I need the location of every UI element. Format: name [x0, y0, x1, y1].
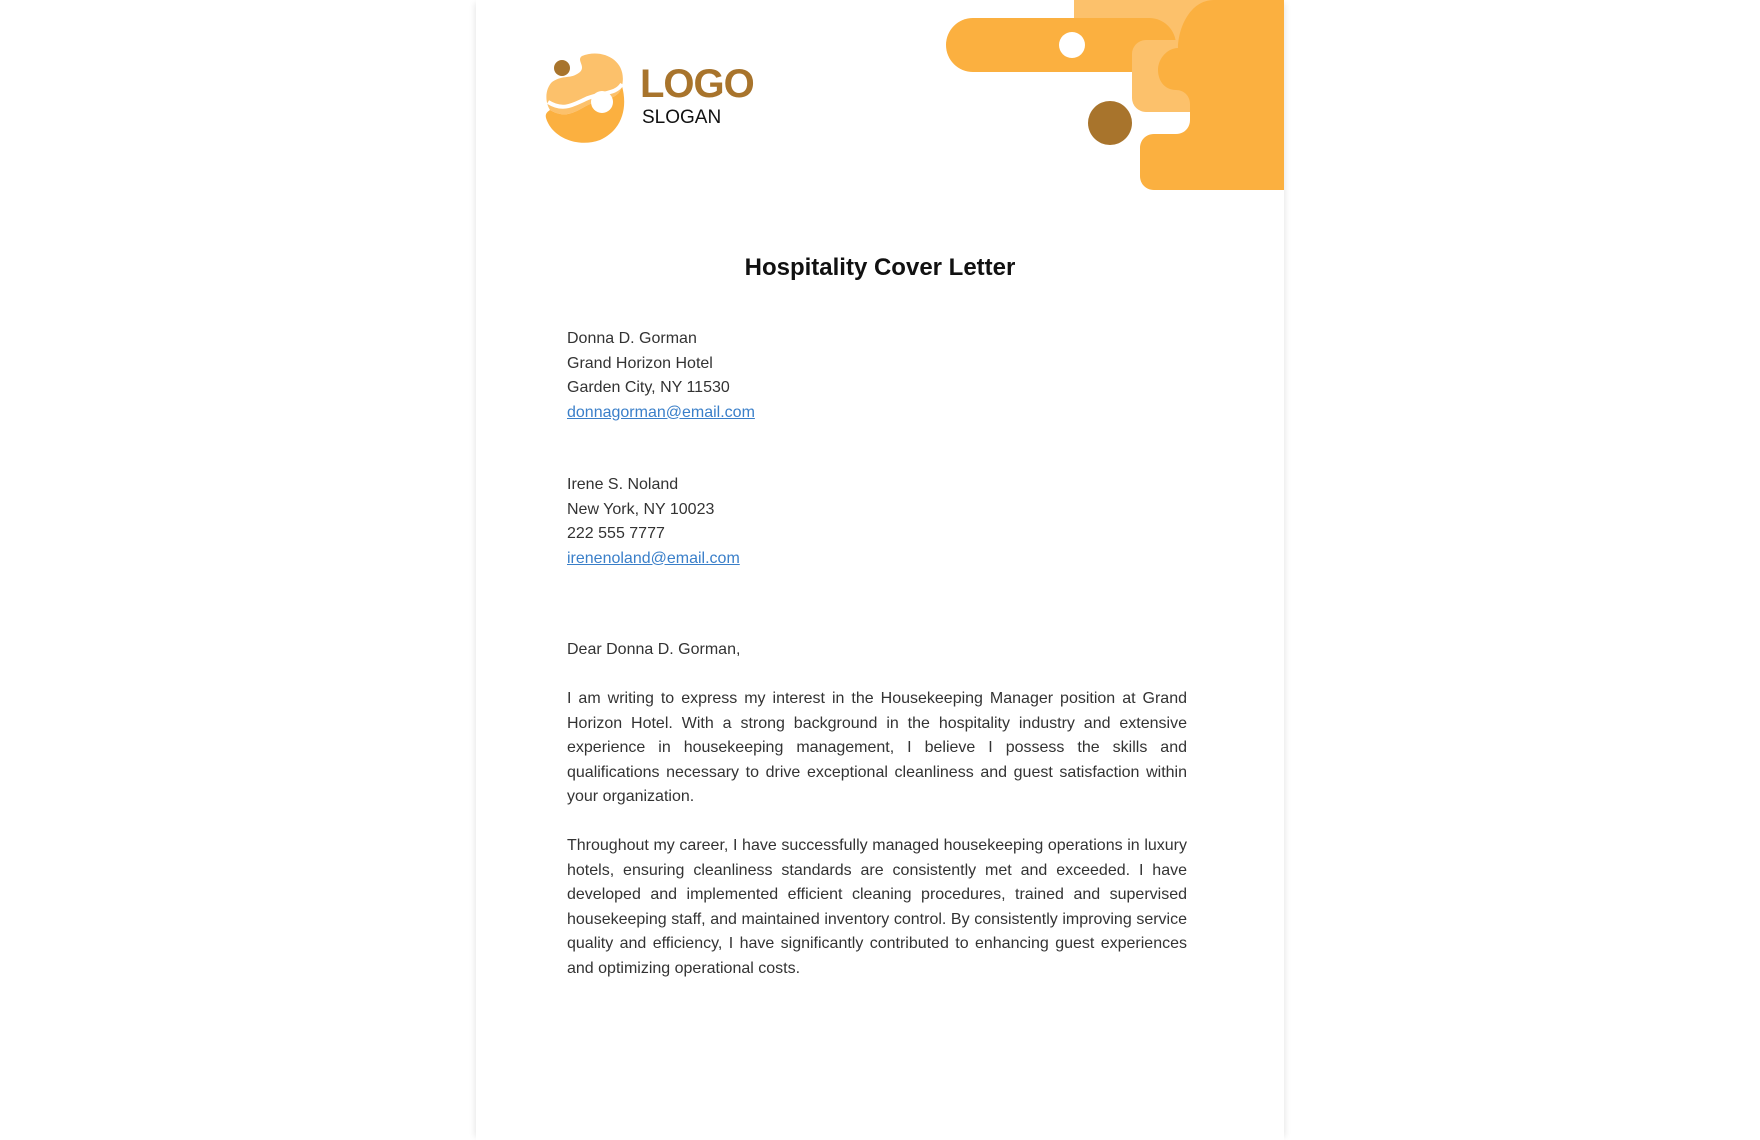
sender-email-link[interactable]: donnagorman@email.com [567, 403, 755, 421]
logo-mark-icon [542, 52, 634, 144]
body-paragraph-1: I am writing to express my interest in the Housekeeping Manager position at Grand Horizon Hotel. With a strong background in the hospitality industry and extensive experience in housekeeping management, I believe I possess the skills and qualifications necessary to drive exceptional cleanliness and guest satisfaction within your organization. [567, 690, 1187, 805]
document-page [476, 0, 1284, 1140]
recipient-name: Irene S. Noland [567, 476, 679, 493]
salutation: Dear Donna D. Gorman, [567, 641, 741, 658]
logo-wordmark: LOGO [640, 62, 754, 106]
sender-company: Grand Horizon Hotel [567, 354, 713, 372]
recipient-phone: 222 555 7777 [567, 525, 665, 542]
logo-slogan: SLOGAN [642, 107, 722, 128]
sender-city: Garden City, NY 11530 [567, 379, 730, 396]
sender-address-block [567, 327, 755, 425]
recipient-city: New York, NY 10023 [567, 500, 715, 518]
recipient-email-link[interactable]: irenenoland@email.com [567, 549, 740, 567]
body-paragraph-2: Throughout my career, I have successfully managed housekeeping operations in luxury hotels, ensuring cleanliness standards are consistently met and exceeded. I have developed and implemented efficient cleaning procedures, trained and supervised housekeeping staff, and maintained inventory control. By consistently improving service quality and efficiency, I have significantly contributed to enhancing guest experiences and optimizing operational costs. [567, 837, 1187, 977]
company-logo [542, 52, 762, 144]
sender-name: Donna D. Gorman [567, 330, 697, 347]
document-title: Hospitality Cover Letter [744, 254, 1016, 281]
recipient-address-block [567, 473, 740, 571]
decorative-corner-shapes-icon [944, 0, 1284, 190]
